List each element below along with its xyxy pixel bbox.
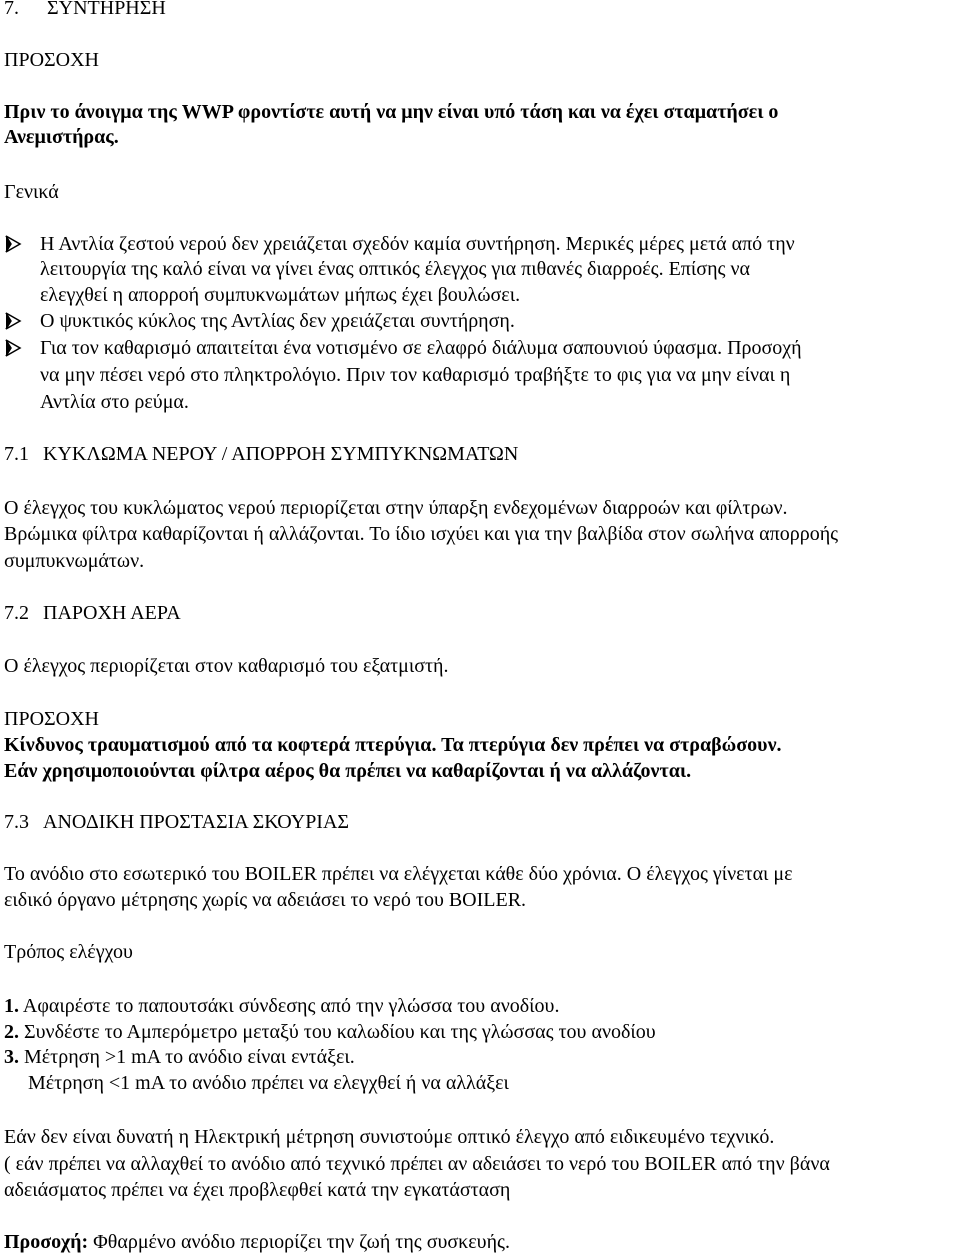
step-number: 2. [4,1021,19,1043]
bullet-text-line: λειτουργία της καλό είναι να γίνει ένας οπτικός έλεγχος για πιθανές διαρροές. Επίσης να [40,258,750,280]
general-heading: Γενικά [4,181,59,203]
bullet-text-line: Η Αντλία ζεστού νερού δεν χρειάζεται σχεδόν καμία συντήρηση. Μερικές μέρες μετά από την [40,233,795,255]
section-number: 7. [4,0,19,19]
subsection-title: ΚΥΚΛΩΜΑ ΝΕΡΟΥ / ΑΠΟΡΡΟΗ ΣΥΜΠΥΚΝΩΜΑΤΩΝ [43,443,519,465]
subsection-title: ΠΑΡΟΧΗ ΑΕΡΑ [43,602,181,624]
paragraph-line: Ο έλεγχος περιορίζεται στον καθαρισμό του εξατμιστή. [4,655,449,677]
step-item [4,1020,656,1044]
warning-heading: ΠΡΟΣΟΧΗ [4,708,99,730]
step-continuation: Μέτρηση <1 mA το ανόδιο πρέπει να ελεγχθεί ή να αλλάξει [28,1072,509,1094]
arrow-bullet-icon [4,336,40,360]
paragraph-line: Εάν δεν είναι δυνατή η Ηλεκτρική μέτρηση συνιστούμε οπτικό έλεγχο από ειδικευμένο τεχνικό. [4,1126,775,1148]
paragraph-line: ( εάν πρέπει να αλλαχθεί το ανόδιο από τεχνικό πρέπει αν αδειάσει το νερό του BOILER από την βάνα [4,1153,830,1175]
bullet-item [4,309,515,333]
bullet-text-line: Αντλία στο ρεύμα. [40,391,189,413]
paragraph-line: Βρώμικα φίλτρα καθαρίζονται ή αλλάζονται. Το ίδιο ισχύει και για την βαλβίδα στον σωλήνα απορροής [4,523,839,545]
warning-text-line: Ανεμιστήρας. [4,126,119,148]
subsection-heading [4,810,349,834]
subsection-number: 7.1 [4,443,29,465]
bullet-text-line: ελεγχθεί η απορροή συμπυκνωμάτων μήπως έχει βουλώσει. [40,284,521,306]
step-number: 3. [4,1046,19,1068]
bullet-text-line: Ο ψυκτικός κύκλος της Αντλίας δεν χρειάζεται συντήρηση. [40,310,515,332]
warning-heading: ΠΡΟΣΟΧΗ [4,49,99,71]
bullet-text-line: να μην πέσει νερό στο πληκτρολόγιο. Πριν τον καθαρισμό τραβήξτε το φις για να μην είναι η [40,364,791,386]
step-text: Αφαιρέστε το παπουτσάκι σύνδεσης από την γλώσσα του ανοδίου. [19,995,560,1017]
paragraph-line: ειδικό όργανο μέτρησης χωρίς να αδειάσει το νερό του BOILER. [4,889,527,911]
paragraph-line: αδειάσματος πρέπει να έχει προβλεφθεί κατά την εγκατάσταση [4,1179,511,1201]
section-heading [4,0,166,20]
arrow-bullet-icon [4,309,40,333]
final-warning-text: Φθαρμένο ανόδιο περιορίζει την ζωή της συσκευής. [88,1231,510,1253]
warning-text-line: Πριν το άνοιγμα της WWP φροντίστε αυτή να μην είναι υπό τάση και να έχει σταματήσει ο [4,101,779,123]
step-item [4,1045,355,1069]
bullet-text-line: Για τον καθαρισμό απαιτείται ένα νοτισμένο σε ελαφρό διάλυμα σαπουνιού ύφασμα. Προσοχή [40,337,802,359]
subsection-number: 7.2 [4,602,29,624]
warning-text-line: Εάν χρησιμοποιούνται φίλτρα αέρος θα πρέπει να καθαρίζονται ή να αλλάζονται. [4,760,692,782]
subsection-title: ΑΝΟΔΙΚΗ ΠΡΟΣΤΑΣΙΑ ΣΚΟΥΡΙΑΣ [43,811,350,833]
warning-text-line: Κίνδυνος τραυματισμού από τα κοφτερά πτερύγια. Τα πτερύγια δεν πρέπει να στραβώσουν. [4,734,782,756]
paragraph-line: Το ανόδιο στο εσωτερικό του BOILER πρέπει να ελέγχεται κάθε δύο χρόνια. Ο έλεγχος γίνεται με [4,863,793,885]
subsection-heading [4,442,518,466]
final-warning [4,1230,510,1254]
step-text: Μέτρηση >1 mA το ανόδιο είναι εντάξει. [19,1046,355,1068]
subsection-heading [4,601,181,625]
subsection-number: 7.3 [4,811,29,833]
paragraph-line: συμπυκνωμάτων. [4,550,145,572]
paragraph-line: Ο έλεγχος του κυκλώματος νερού περιορίζεται στην ύπαρξη ενδεχομένων διαρροών και φίλτρων. [4,497,788,519]
section-title: ΣΥΝΤΗΡΗΣΗ [47,0,166,19]
arrow-bullet-icon [4,232,40,256]
method-heading: Τρόπος ελέγχου [4,941,133,963]
step-item [4,994,559,1018]
step-text: Συνδέστε το Αμπερόμετρο μεταξύ του καλωδίου και της γλώσσας του ανοδίου [19,1021,656,1043]
bullet-item [4,232,795,256]
bullet-item [4,336,802,360]
final-warning-label: Προσοχή: [4,1231,89,1253]
step-number: 1. [4,995,19,1017]
